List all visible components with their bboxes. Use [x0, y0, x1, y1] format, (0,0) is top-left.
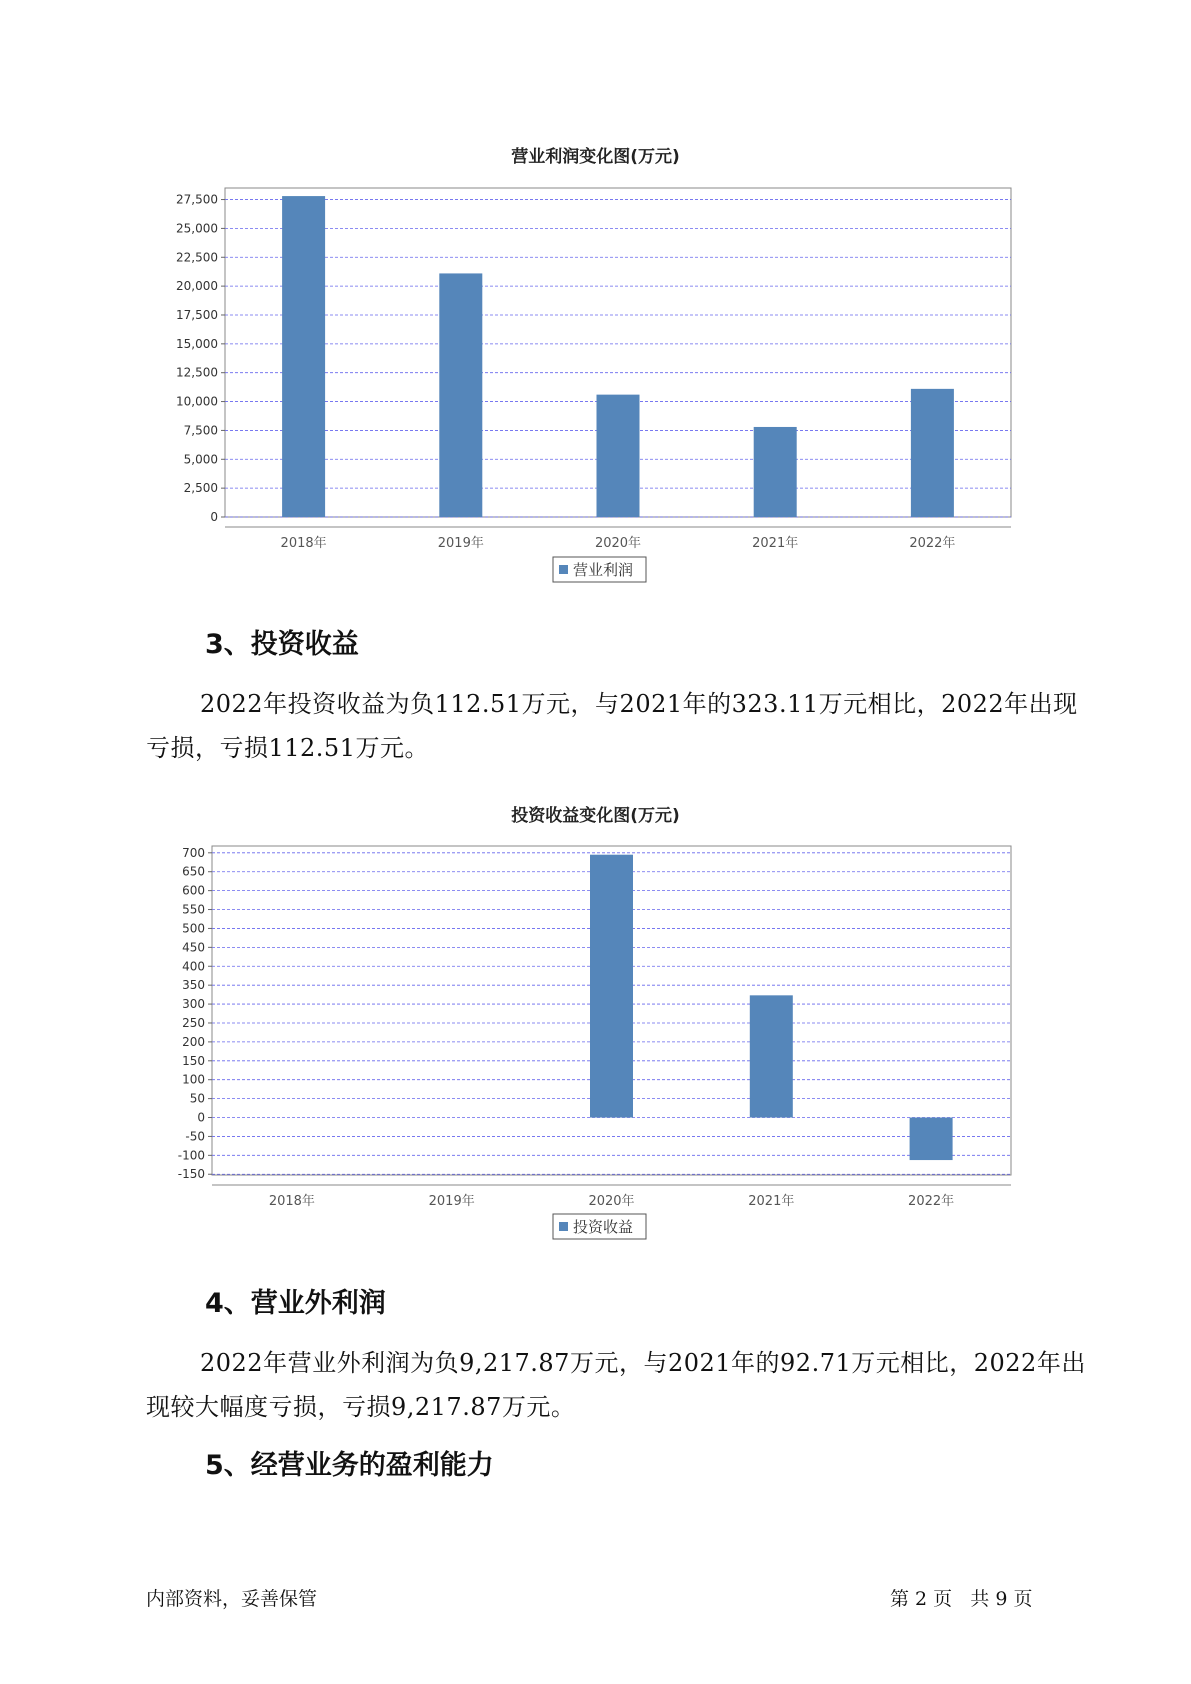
section-3-heading: 3、投资收益 — [205, 629, 359, 660]
y-tick-label: 600 — [182, 883, 205, 898]
y-tick-label: 50 — [189, 1091, 205, 1106]
y-tick-label: 100 — [182, 1072, 205, 1087]
y-tick-label: 700 — [182, 845, 205, 860]
legend — [553, 1214, 646, 1239]
x-tick-label: 2021年 — [752, 536, 799, 551]
y-tick-label: 0 — [197, 1110, 205, 1125]
bar-2020年 — [597, 395, 640, 517]
y-tick-label: 27,500 — [176, 192, 218, 207]
section-4-paragraph: 2022年营业外利润为负9,217.87万元，与2021年的92.71万元相比，2022年出现较大幅度亏损，亏损9,217.87万元。 — [146, 1349, 1086, 1421]
y-tick-label: 17,500 — [176, 307, 218, 322]
x-tick-label: 2018年 — [280, 536, 327, 551]
x-tick-label: 2021年 — [748, 1194, 795, 1209]
y-tick-label: 22,500 — [176, 250, 218, 265]
bar-2021年 — [754, 427, 797, 517]
bar-2020年 — [590, 855, 633, 1118]
bar-2022年 — [911, 389, 954, 517]
y-tick-label: 5,000 — [183, 452, 218, 467]
x-tick-label: 2018年 — [268, 1194, 315, 1209]
y-tick-label: 10,000 — [176, 394, 218, 409]
y-tick-label: 300 — [182, 997, 205, 1012]
footer-page-number: 第 2 页 共 9 页 — [890, 1588, 1033, 1610]
bar-2022年 — [910, 1118, 953, 1161]
chart-2-title: 投资收益变化图(万元) — [511, 806, 680, 826]
bar-2018年 — [282, 196, 325, 517]
y-tick-label: 550 — [182, 902, 205, 917]
y-tick-label: 25,000 — [176, 221, 218, 236]
y-tick-label: 400 — [182, 959, 205, 974]
y-tick-label: 350 — [182, 978, 205, 993]
y-tick-label: 2,500 — [183, 481, 218, 496]
y-tick-label: 450 — [182, 940, 205, 955]
x-tick-label: 2020年 — [594, 536, 642, 551]
y-tick-label: 150 — [182, 1053, 205, 1068]
y-tick-label: 250 — [182, 1015, 205, 1030]
x-tick-label: 2019年 — [428, 1194, 475, 1209]
y-tick-label: -100 — [177, 1148, 205, 1163]
y-tick-label: 12,500 — [176, 365, 218, 380]
y-tick-label: 15,000 — [176, 336, 218, 351]
x-tick-label: 2022年 — [908, 1194, 955, 1209]
y-tick-label: 200 — [182, 1034, 205, 1049]
x-tick-label: 2020年 — [588, 1194, 635, 1209]
section-5-heading: 5、经营业务的盈利能力 — [205, 1450, 494, 1481]
y-tick-label: 0 — [210, 510, 218, 524]
x-tick-label: 2019年 — [437, 536, 484, 551]
chart-operating-profit — [0, 180, 1191, 600]
y-tick-label: -150 — [177, 1167, 205, 1182]
section-4-heading: 4、营业外利润 — [205, 1288, 386, 1319]
chart-1-title: 营业利润变化图(万元) — [511, 147, 680, 167]
y-tick-label: 7,500 — [183, 423, 218, 438]
x-tick-label: 2022年 — [909, 536, 956, 551]
legend-swatch — [559, 565, 568, 574]
chart-investment-income — [0, 838, 1191, 1258]
footer-confidential-note: 内部资料，妥善保管 — [146, 1588, 318, 1610]
y-tick-label: -50 — [185, 1129, 205, 1144]
y-tick-label: 20,000 — [176, 279, 218, 294]
section-3-paragraph: 2022年投资收益为负112.51万元，与2021年的323.11万元相比，2022年出现亏损，亏损112.51万元。 — [146, 690, 1078, 762]
bar-2021年 — [750, 995, 793, 1117]
legend — [553, 557, 646, 582]
legend-label: 营业利润 — [573, 561, 634, 579]
y-tick-label: 500 — [182, 921, 205, 936]
bar-2019年 — [439, 273, 482, 517]
legend-swatch — [559, 1222, 568, 1231]
legend-label: 投资收益 — [573, 1218, 634, 1236]
y-tick-label: 650 — [182, 864, 205, 879]
